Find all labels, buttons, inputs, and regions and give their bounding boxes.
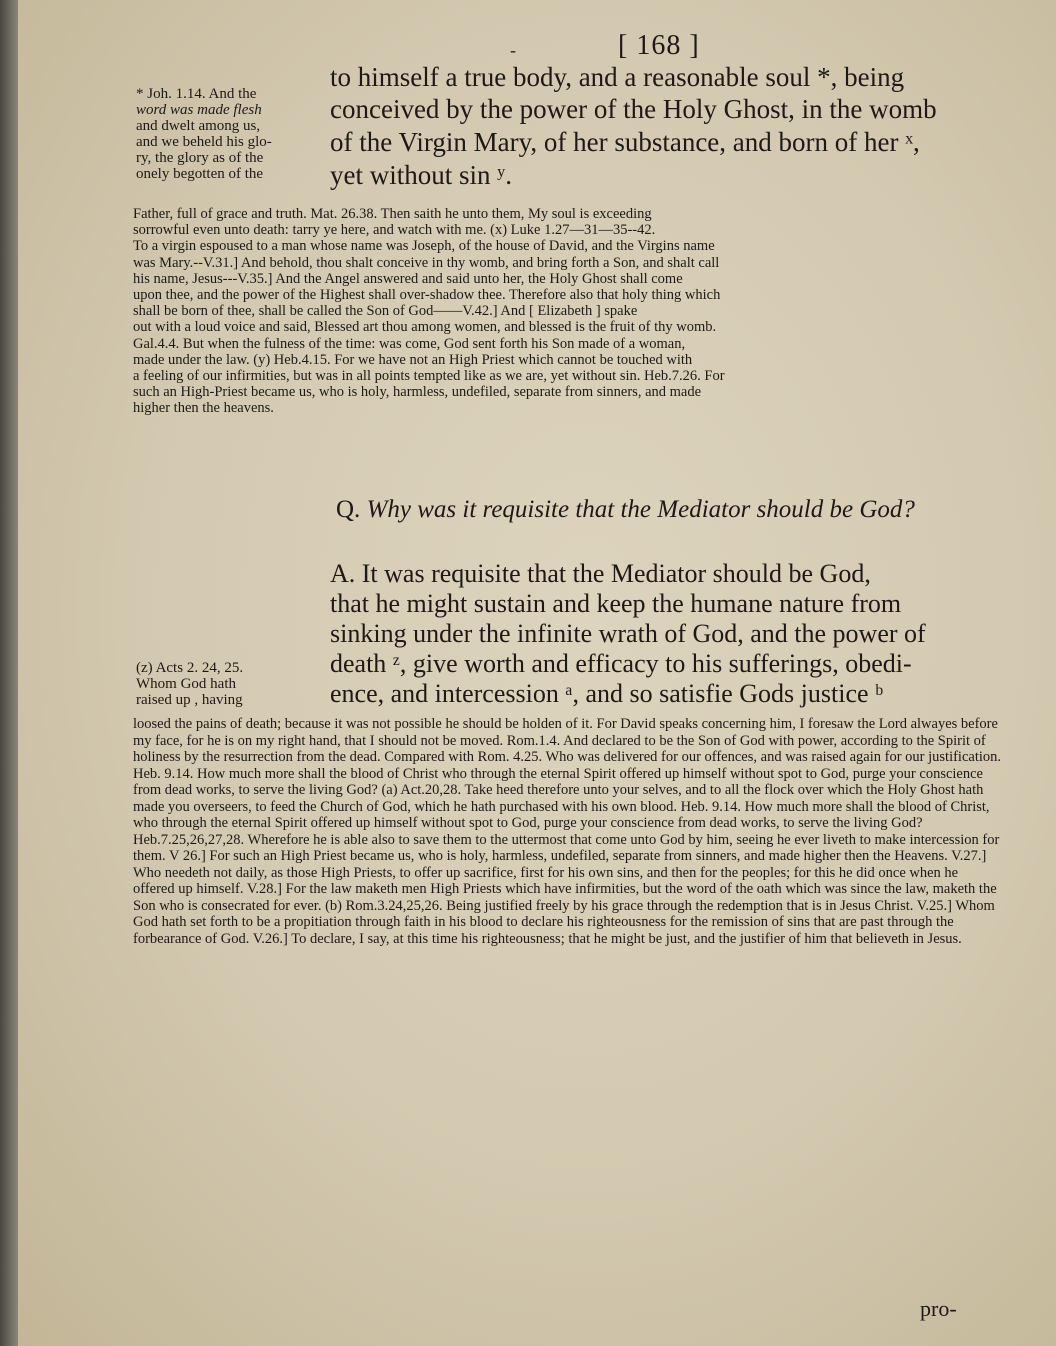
footnote-line: upon thee, and the power of the Highest shall over-shadow thee. Therefore also that holy thing which	[133, 287, 721, 304]
answer-line: death ᶻ, give worth and efficacy to his sufferings, obedi-	[330, 649, 912, 678]
footnotes-top	[133, 206, 1003, 417]
footnote-line: a feeling of our infirmities, but was in all points tempted like as we are, yet without sin. Heb.7.26. For	[133, 368, 725, 385]
question-text: Why was it requisite that the Mediator should be God?	[366, 496, 915, 523]
footnote-line: shall be born of thee, shall be called the Son of God——V.42.] And [ Elizabeth ] spake	[133, 303, 638, 320]
margin-note-line: Whom God hath	[136, 676, 236, 692]
page-gutter-edge	[0, 0, 18, 1346]
footnote-line: was Mary.--V.31.] And behold, thou shalt conceive in thy womb, and bring forth a Son, and shalt call	[133, 254, 720, 271]
footnote-line: Gal.4.4. But when the fulness of the time: was come, God sent forth his Son made of a woman,	[133, 335, 686, 352]
main-text-line: yet without sin ʸ.	[330, 160, 513, 190]
printer-mark: -	[510, 40, 516, 60]
footnotes-bottom: loosed the pains of death; because it was not possible he should be holden of it. For David speaks concerning him, I foresaw the Lord alwayes before my face, for he is on my right hand, that I should not be moved. Rom.1.4. And declared to be the Son of God with power, according to the Spirit of holiness by the resurrection from the dead. Compared with Rom. 4.25. Who was delivered for our offences, and was raised again for our justification. Heb. 9.14. How much more shall the blood of Christ who through the eternal Spirit offered up himself without spot to God, purge your conscience from dead works, to serve the living God? (a) Act.20,28. Take heed therefore unto your selves, and to all the flock over which the Holy Ghost hath made you overseers, to feed the Church of God, which he hath purchased with his own blood. Heb. 9.14. How much more shall the blood of Christ, who through the eternal Spirit offered up himself without spot to God, purge your conscience from dead works, to serve the living God? Heb.7.25,26,27,28. Wherefore he is able also to save them to the uttermost that come unto God by him, seeing he ever liveth to make intercession for them. V 26.] For such an High Priest became us, who is holy, harmless, undefiled, separate from sinners, and made higher then the Heavens. V.27.] Who needeth not daily, as those High Priests, to offer up sacrifice, first for his own sins, and then for the peoples; for this he did once when he offered up himself. V.28.] For the law maketh men High Priests which have infirmities, but the word of the oath which was since the law, maketh the Son who is consecrated for ever. (b) Rom.3.24,25,26. Being justified freely by his grace through the redemption that is in Jesus Christ. V.25.] Whom God hath set forth to be a propitiation through faith in his blood to declare his righteousness for the remission of sins that are past through the forbearance of God. V.26.] To declare, I say, at this time his righteousness; that he might be just, and the justifier of him that believeth in Jesus.	[133, 716, 1002, 947]
main-text-line: to himself a true body, and a reasonable soul *, being	[330, 62, 905, 92]
answer-line: A. It was requisite that the Mediator should be God,	[330, 559, 871, 588]
answer-line: sinking under the infinite wrath of God, and the power of	[330, 619, 926, 648]
margin-note-line: and dwelt among us,	[136, 118, 261, 134]
margin-note-line: raised up , having	[136, 692, 243, 708]
page-number: [ 168 ]	[618, 30, 700, 61]
footnote-line: Father, full of grace and truth. Mat. 26.38. Then saith he unto them, My soul is exceeding	[133, 206, 652, 222]
catchword: pro-	[920, 1296, 957, 1321]
footnote-line: To a virgin espoused to a man whose name was Joseph, of the house of David, and the Virgins name	[133, 238, 715, 255]
answer-line: ence, and intercession ᵃ, and so satisfie Gods justice ᵇ	[330, 679, 884, 708]
margin-note-line: onely begotten of the	[136, 166, 264, 182]
answer-line: that he might sustain and keep the humane nature from	[330, 589, 902, 618]
margin-note-line: * Joh. 1.14. And the	[136, 86, 257, 102]
main-text-line: of the Virgin Mary, of her substance, and born of her ˣ,	[330, 127, 920, 157]
footnote-line: such an High-Priest became us, who is holy, harmless, undefiled, separate from sinners, and made	[133, 384, 702, 401]
book-page	[18, 0, 1056, 1346]
footnote-line: out with a loud voice and said, Blessed art thou among women, and blessed is the fruit of thy womb.	[133, 319, 717, 336]
margin-note-line: and we beheld his glo-	[136, 134, 272, 150]
margin-note-line: word was made flesh	[136, 102, 262, 118]
question-marker: Q.	[336, 496, 361, 523]
main-text-line: conceived by the power of the Holy Ghost, in the womb	[330, 94, 937, 124]
catechism-question	[336, 494, 1016, 526]
footnote-line: made under the law. (y) Heb.4.15. For we have not an High Priest which cannot be touched with	[133, 351, 693, 368]
footnote-line: sorrowful even unto death: tarry ye here, and watch with me. (x) Luke 1.27—31—35--42.	[133, 222, 656, 239]
footnote-line: his name, Jesus---V.35.] And the Angel answered and said unto her, the Holy Ghost shall come	[133, 270, 683, 287]
footnote-line: higher then the heavens.	[133, 400, 274, 417]
margin-note-line: (z) Acts 2. 24, 25.	[136, 660, 244, 676]
margin-note-line: ry, the glory as of the	[136, 150, 264, 166]
